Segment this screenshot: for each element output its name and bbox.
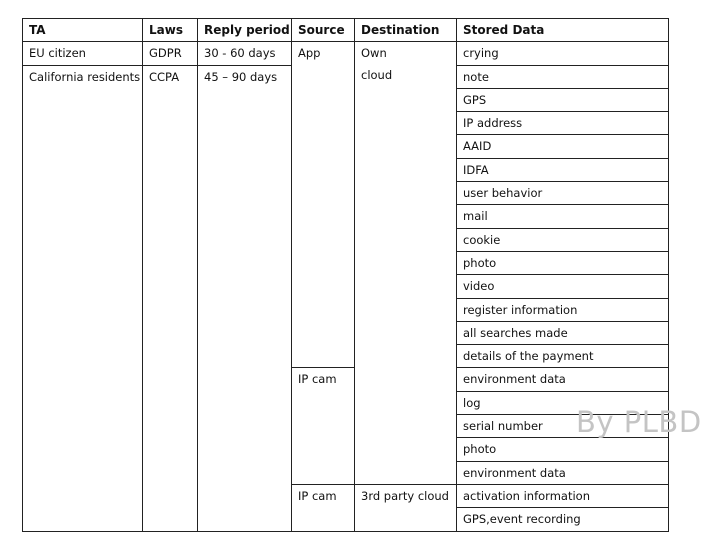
stored-data-cell: all searches made	[457, 321, 669, 344]
data-table	[22, 18, 669, 532]
source-cell-ip-cam-2	[292, 484, 355, 531]
source-cell-ip-cam	[292, 368, 355, 484]
law-cell: CCPA	[143, 65, 198, 531]
stored-data-cell: IP address	[457, 112, 669, 135]
stored-data-cell: GPS,event recording	[457, 508, 669, 531]
stored-data-cell: serial number	[457, 415, 669, 438]
stored-data-cell: GPS	[457, 88, 669, 111]
stored-data-cell: crying	[457, 42, 669, 65]
destination-label-line2: cloud	[361, 68, 393, 83]
law-cell: GDPR	[143, 42, 198, 65]
source-cell-app	[292, 42, 355, 368]
stored-data-cell: details of the payment	[457, 345, 669, 368]
destination-label: 3rd party cloud	[361, 488, 449, 503]
stored-data-cell: register information	[457, 298, 669, 321]
stored-data-cell: video	[457, 275, 669, 298]
stored-data-cell: photo	[457, 251, 669, 274]
stored-data-cell: photo	[457, 438, 669, 461]
stored-data-cell: note	[457, 65, 669, 88]
header-destination: Destination	[355, 19, 457, 42]
destination-cell-third-party	[355, 484, 457, 531]
header-laws: Laws	[143, 19, 198, 42]
destination-label-line1: Own	[361, 46, 387, 61]
stored-data-cell: environment data	[457, 461, 669, 484]
ta-cell: EU citizen	[23, 42, 143, 65]
header-stored-data: Stored Data	[457, 19, 669, 42]
stored-data-cell: mail	[457, 205, 669, 228]
destination-cell-own-cloud	[355, 42, 457, 485]
header-source: Source	[292, 19, 355, 42]
table-row	[23, 42, 669, 65]
stored-data-cell: IDFA	[457, 158, 669, 181]
stored-data-cell: activation information	[457, 484, 669, 507]
stored-data-cell: user behavior	[457, 182, 669, 205]
ta-cell: California residents	[23, 65, 143, 531]
header-reply-period: Reply period	[198, 19, 292, 42]
reply-cell: 45 – 90 days	[198, 65, 292, 531]
stored-data-cell: environment data	[457, 368, 669, 391]
header-ta: TA	[23, 19, 143, 42]
stored-data-cell: AAID	[457, 135, 669, 158]
source-label: IP cam	[298, 372, 337, 387]
source-label: App	[298, 46, 321, 61]
header-row	[23, 19, 669, 42]
watermark-text: By PLBD	[576, 405, 702, 439]
reply-cell: 30 - 60 days	[198, 42, 292, 65]
stored-data-cell: cookie	[457, 228, 669, 251]
source-label: IP cam	[298, 488, 337, 503]
stored-data-cell: log	[457, 391, 669, 414]
